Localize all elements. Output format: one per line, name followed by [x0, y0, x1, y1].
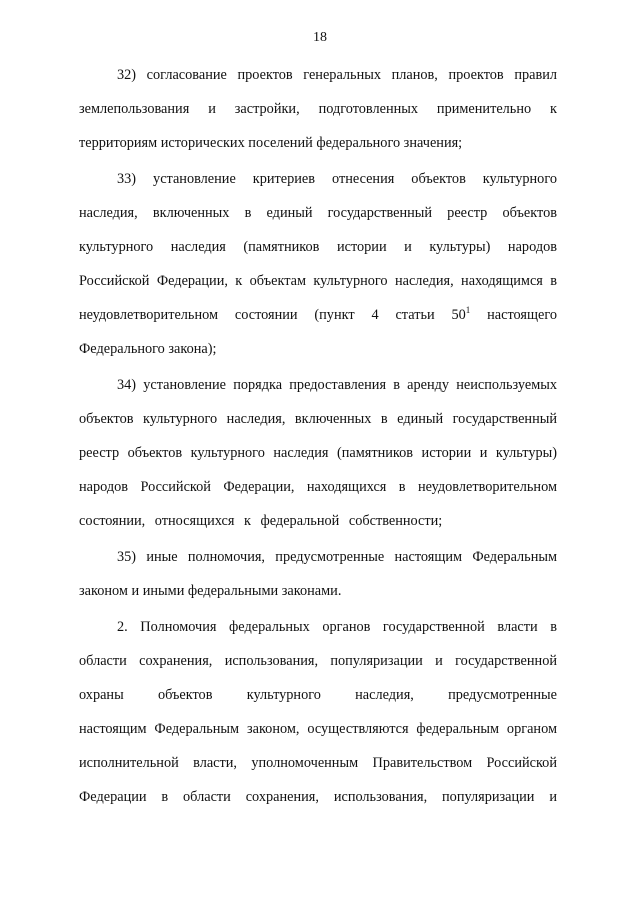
paragraph-2-line-5: исполнительной власти, уполномоченным Правительством Российской [79, 755, 557, 771]
item-33-line-2: наследия, включенных в единый государственный реестр объектов [79, 205, 557, 221]
item-33-line-6: Федерального закона); [79, 341, 217, 357]
item-34-line-4: народов Российской Федерации, находящихся в неудовлетворительном [79, 479, 557, 495]
paragraph-2-line-2: области сохранения, использования, популяризации и государственной [79, 653, 557, 669]
item-32-line-2: землепользования и застройки, подготовленных применительно к [79, 101, 557, 117]
item-34-line-3: реестр объектов культурного наследия (памятников истории и культуры) [79, 445, 557, 461]
item-33-line-5-text: неудовлетворительном состоянии (пункт 4 статьи 50 [79, 307, 466, 323]
item-34-line-2: объектов культурного наследия, включенных в единый государственный [79, 411, 557, 427]
item-33-line-5-tail: настоящего [470, 307, 557, 323]
item-33-line-1: 33) установление критериев отнесения объектов культурного [117, 171, 557, 187]
item-32-line-1: 32) согласование проектов генеральных планов, проектов правил [117, 67, 557, 83]
item-33-line-5 [79, 305, 557, 325]
item-35-line-2: законом и иными федеральными законами. [79, 583, 342, 599]
item-34-line-1: 34) установление порядка предоставления в аренду неиспользуемых [117, 377, 557, 393]
item-35-line-1: 35) иные полномочия, предусмотренные настоящим Федеральным [117, 549, 557, 565]
superscript-article-number: 1 [465, 305, 471, 315]
item-34-line-5: состоянии, относящихся к федеральной собственности; [79, 513, 443, 529]
page-number: 18 [313, 30, 327, 45]
item-32-line-3: территориям исторических поселений федерального значения; [79, 135, 463, 151]
paragraph-2-line-1: 2. Полномочия федеральных органов государственной власти в [117, 619, 557, 635]
paragraph-2-line-4: настоящим Федеральным законом, осуществляются федеральным органом [79, 721, 557, 737]
item-33-line-4: Российской Федерации, к объектам культурного наследия, находящимся в [79, 273, 557, 289]
item-33-line-3: культурного наследия (памятников истории и культуры) народов [79, 239, 557, 255]
paragraph-2-line-3: охраны объектов культурного наследия, предусмотренные [79, 687, 557, 703]
paragraph-2-line-6: Федерации в области сохранения, использования, популяризации и [79, 789, 557, 805]
